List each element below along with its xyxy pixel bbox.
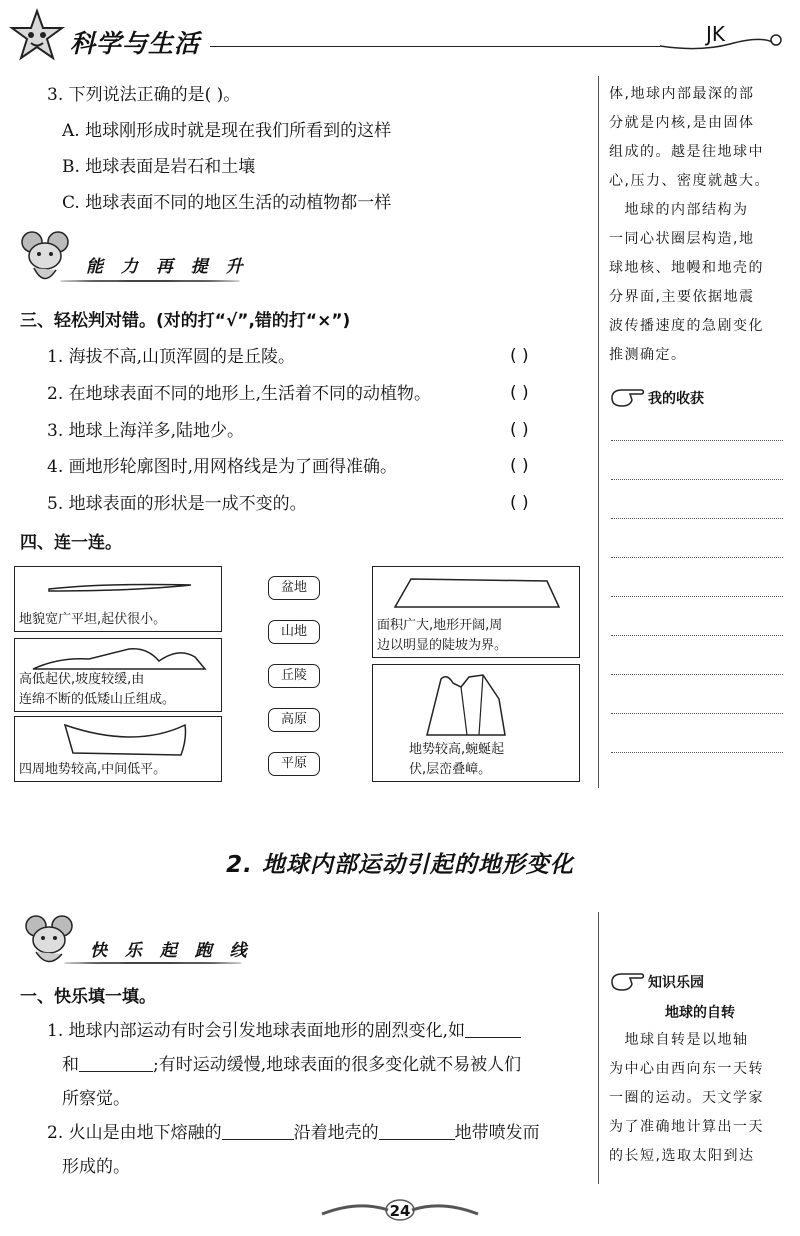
header-code: JK: [706, 22, 726, 46]
harvest-line[interactable]: [611, 557, 783, 558]
fill-blank[interactable]: [465, 1021, 521, 1038]
banner-swoosh: [64, 962, 242, 964]
sidebar-line: 分就是内核,是由固体: [609, 115, 755, 131]
q3-stem: 3. 下列说法正确的是( )。: [47, 85, 241, 105]
mouse-mascot-icon: [14, 228, 78, 292]
pointing-hand-icon: [610, 386, 646, 408]
harvest-line[interactable]: [611, 713, 783, 714]
caption-basin: 四周地势较高,中间低平。: [19, 762, 167, 777]
term-plain[interactable]: 平原: [268, 752, 320, 776]
judge-item-3: 3. 地球上海洋多,陆地少。: [47, 421, 245, 441]
landform-box-plain: [14, 566, 222, 632]
term-basin[interactable]: 盆地: [268, 576, 320, 600]
answer-paren-3[interactable]: ( ): [510, 420, 529, 440]
header-title: 科学与生活: [70, 29, 201, 58]
q3-option-a: A. 地球刚形成时就是现在我们所看到的这样: [62, 121, 392, 141]
fill-q1-text-c: ;有时运动缓慢,地球表面的很多变化就不易被人们: [153, 1055, 522, 1075]
landform-box-basin: [14, 716, 222, 782]
judge-item-1: 1. 海拔不高,山顶浑圆的是丘陵。: [47, 347, 296, 367]
answer-paren-4[interactable]: ( ): [510, 456, 529, 476]
judge-item-5: 5. 地球表面的形状是一成不变的。: [47, 494, 307, 514]
sidebar-divider: [598, 76, 599, 788]
plateau-outline-icon: [387, 573, 567, 613]
caption-mountain-1: 地势较高,蜿蜒起: [409, 742, 505, 757]
judge-item-4: 4. 画地形轮廓图时,用网格线是为了画得准确。: [47, 457, 398, 477]
harvest-line[interactable]: [611, 479, 783, 480]
q3-option-b: B. 地球表面是岩石和土壤: [62, 157, 256, 177]
term-hill[interactable]: 丘陵: [268, 664, 320, 688]
section1-title: 一、快乐填一填。: [20, 987, 156, 1007]
sidebar-line: 一圈的运动。天文学家: [609, 1090, 764, 1106]
harvest-line[interactable]: [611, 440, 783, 441]
sidebar-line: 分界面,主要依据地震: [609, 289, 755, 305]
header-rule: [210, 46, 660, 47]
sidebar-line: 为中心由西向东一天转: [609, 1061, 764, 1077]
plain-outline-icon: [45, 577, 195, 597]
fill-blank[interactable]: [379, 1123, 455, 1140]
landform-box-plateau: [372, 566, 580, 658]
fill-q2-text-a: 2. 火山是由地下熔融的: [47, 1123, 222, 1143]
landform-box-hills: [14, 638, 222, 712]
harvest-line[interactable]: [611, 752, 783, 753]
caption-hills-2: 连绵不断的低矮山丘组成。: [19, 692, 176, 707]
caption-plain: 地貌宽广平坦,起伏很小。: [19, 612, 167, 627]
banner-ability: 能 力 再 提 升: [86, 257, 249, 277]
header: [0, 0, 800, 70]
sidebar-line: 为了准确地计算出一天: [609, 1119, 764, 1135]
knowledge-subtitle: 地球的自转: [665, 1005, 735, 1021]
answer-paren-2[interactable]: ( ): [510, 383, 529, 403]
fill-q1-line1: [47, 1020, 521, 1042]
caption-mountain-2: 伏,层峦叠嶂。: [409, 762, 492, 777]
sidebar-line: 组成的。越是往地球中: [609, 144, 764, 160]
harvest-line[interactable]: [611, 518, 783, 519]
pointing-hand-icon: [610, 970, 646, 992]
banner-happy-start: 快 乐 起 跑 线: [90, 941, 253, 961]
answer-paren-1[interactable]: ( ): [510, 346, 529, 366]
fill-q2-text-c: 地带喷发而: [454, 1123, 540, 1143]
caption-plateau-1: 面积广大,地形开阔,周: [377, 618, 503, 633]
fill-q1-text-a: 1. 地球内部运动有时会引发地球表面地形的剧烈变化,如: [47, 1021, 466, 1041]
mountain-outline-icon: [413, 669, 533, 739]
hills-outline-icon: [29, 643, 209, 673]
basin-outline-icon: [55, 719, 195, 759]
caption-hills-1: 高低起伏,坡度较缓,由: [19, 672, 145, 687]
sidebar-rotation-text: [609, 1026, 795, 1171]
section3-title: 三、轻松判对错。(对的打“√”,错的打“×”): [20, 311, 351, 331]
fill-q1-text-b: 和: [62, 1055, 79, 1075]
sidebar-line: 推测确定。: [609, 347, 687, 363]
knowledge-garden-heading: 知识乐园: [648, 975, 704, 991]
mascot-star-icon: [8, 8, 66, 66]
sidebar-line: 地球自转是以地轴: [609, 1032, 749, 1048]
sidebar-line: 体,地球内部最深的部: [609, 86, 755, 102]
sidebar-line: 波传播速度的急剧变化: [609, 318, 764, 334]
fill-q2-text-b: 沿着地壳的: [293, 1123, 379, 1143]
sidebar-line: 心,压力、密度就越大。: [609, 173, 770, 189]
section4-title: 四、连一连。: [20, 533, 122, 553]
fill-q2-line1: [47, 1122, 540, 1144]
sidebar-divider: [598, 912, 599, 1184]
header-swirl-icon: [660, 30, 790, 60]
sidebar-line: 地球的内部结构为: [609, 202, 749, 218]
q3-option-c: C. 地球表面不同的地区生活的动植物都一样: [62, 193, 392, 213]
page-number: 24: [389, 1202, 411, 1220]
harvest-heading: 我的收获: [648, 391, 704, 407]
fill-q1-line3: 所察觉。: [62, 1089, 130, 1109]
fill-blank[interactable]: [79, 1055, 153, 1072]
sidebar-line: 一同心状圈层构造,地: [609, 231, 755, 247]
answer-paren-5[interactable]: ( ): [510, 493, 529, 513]
harvest-line[interactable]: [611, 674, 783, 675]
harvest-line[interactable]: [611, 596, 783, 597]
sidebar-knowledge-text: [609, 80, 795, 370]
fill-blank[interactable]: [222, 1123, 294, 1140]
harvest-line[interactable]: [611, 635, 783, 636]
fill-q2-line2: 形成的。: [62, 1157, 130, 1177]
landform-box-mountain: [372, 664, 580, 782]
judge-item-2: 2. 在地球表面不同的地形上,生活着不同的动植物。: [47, 384, 432, 404]
caption-plateau-2: 边以明显的陡坡为界。: [377, 638, 508, 653]
term-plateau[interactable]: 高原: [268, 708, 320, 732]
sidebar-line: 球地核、地幔和地壳的: [609, 260, 764, 276]
term-mountain[interactable]: 山地: [268, 620, 320, 644]
banner-swoosh: [60, 280, 240, 282]
lesson-title: 2. 地球内部运动引起的地形变化: [226, 852, 574, 878]
fill-q1-line2: [62, 1054, 521, 1076]
sidebar-line: 的长短,选取太阳到达: [609, 1148, 755, 1164]
